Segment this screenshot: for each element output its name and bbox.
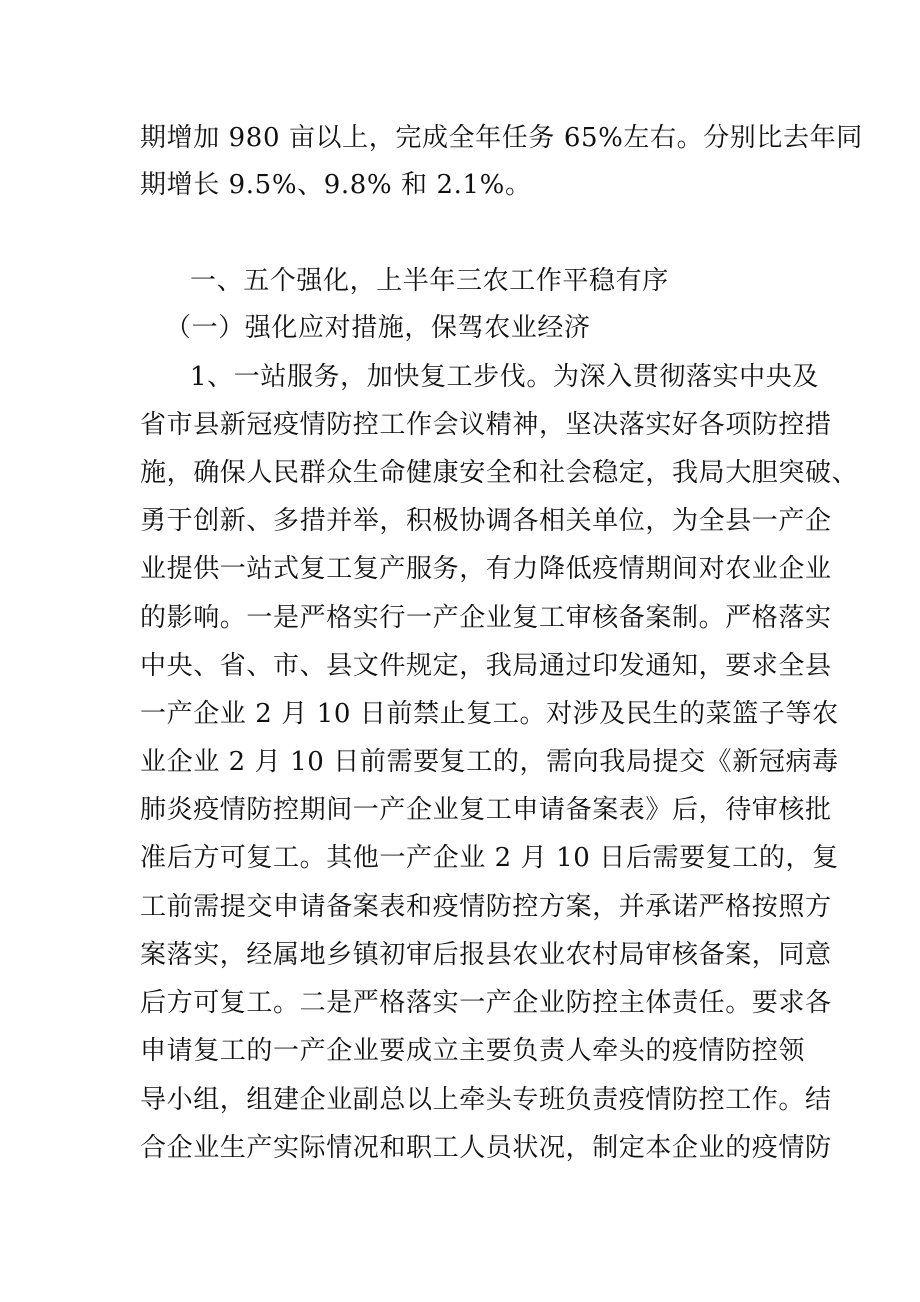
body-line-8: 一产企业 2 月 10 日前禁止复工。对涉及民生的菜篮子等农 <box>140 699 839 729</box>
body-line-5: 业提供一站式复工复产服务，有力降低疫情期间对农业企业 <box>140 554 832 584</box>
section-heading: 一、五个强化，上半年三农工作平稳有序 <box>190 266 669 296</box>
body-line-11: 准后方可复工。其他一产企业 2 月 10 日后需要复工的，复 <box>140 843 839 873</box>
body-line-4: 勇于创新、多措并举，积极协调各相关单位，为全县一产企 <box>140 506 832 536</box>
intro-line-2: 期增长 9.5%、9.8% 和 2.1%。 <box>140 170 532 200</box>
body-line-12: 工前需提交申请备案表和疫情防控方案，并承诺严格按照方 <box>140 892 832 922</box>
body-line-17: 合企业生产实际情况和职工人员状况，制定本企业的疫情防 <box>140 1133 832 1163</box>
body-line-7: 中央、省、市、县文件规定，我局通过印发通知，要求全县 <box>140 651 832 681</box>
subsection-heading: （一）强化应对措施，保驾农业经济 <box>165 313 591 343</box>
body-line-1: 1、一站服务，加快复工步伐。为深入贯彻落实中央及 <box>190 362 819 392</box>
body-line-15: 申请复工的一产企业要成立主要负责人牵头的疫情防控领 <box>140 1036 806 1066</box>
body-line-9: 业企业 2 月 10 日前需要复工的，需向我局提交《新冠病毒 <box>140 747 839 777</box>
body-line-10: 肺炎疫情防控期间一产企业复工申请备案表》后，待审核批 <box>140 795 832 825</box>
body-line-13: 案落实，经属地乡镇初审后报县农业农村局审核备案，同意 <box>140 940 832 970</box>
body-line-3: 施，确保人民群众生命健康安全和社会稳定，我局大胆突破、 <box>140 458 859 488</box>
body-line-16: 导小组，组建企业副总以上牵头专班负责疫情防控工作。结 <box>140 1085 832 1115</box>
body-line-2: 省市县新冠疫情防控工作会议精神，坚决落实好各项防控措 <box>140 410 832 440</box>
body-line-6: 的影响。一是严格实行一产企业复工审核备案制。严格落实 <box>140 603 832 633</box>
intro-line-1: 期增加 980 亩以上，完成全年任务 65%左右。分别比去年同 <box>140 123 863 153</box>
body-line-14: 后方可复工。二是严格落实一产企业防控主体责任。要求各 <box>140 988 832 1018</box>
